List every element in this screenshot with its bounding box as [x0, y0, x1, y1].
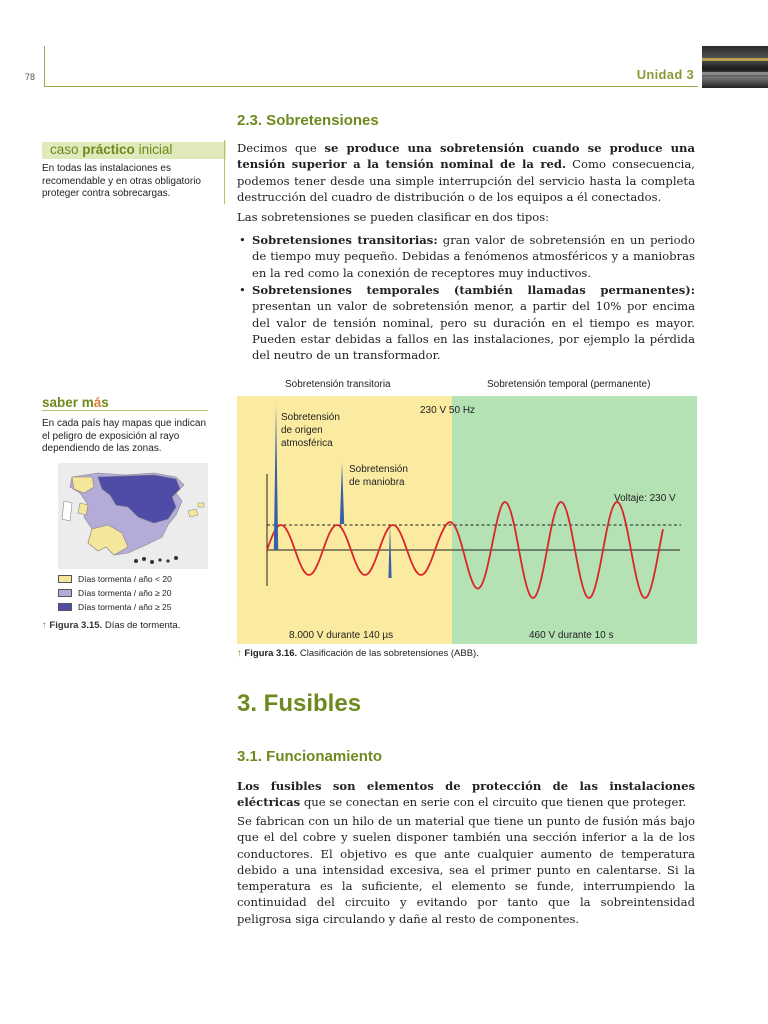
figure-3-16-caption: ↑ Figura 3.16. Clasificación de las sobretensiones (ABB).: [237, 648, 479, 659]
legend-swatch: [58, 589, 72, 597]
paragraph-fusibles-description: Se fabrican con un hilo de un material que tiene un punto de fusión más bajo que el del cobre y suelen disponer también una sección inferior a la de los conductores. El objetivo es que ante cualquier aumento de temperatura debido a una intensidad excesiva, sea el primer punto en calentarse. Si la temperatura es la suficiente, el elemento se funde, interrumpiendo la continuidad del circuito y evitando por tanto que la sobreintensidad peligrosa siga circulando y dañe al resto de componentes.: [237, 814, 695, 926]
saber-mas-rule: [42, 410, 208, 411]
label-transitoria: Sobretensión transitoria: [285, 379, 391, 390]
paragraph-classification: Las sobretensiones se pueden clasificar en dos tipos:: [237, 210, 550, 224]
bullet-dot: •: [239, 283, 246, 297]
paragraph-sobretension-definition: Decimos que se produce una sobretensión cuando se produce una tensión superior a la tensión nominal de la red. Como consecuencia, podemos tener desde una simple interrupción del servicio hasta la completa destrucción del cuadro de distribución o de los equipos a él conectados.: [237, 141, 695, 204]
label-frequency: 230 V 50 Hz: [420, 405, 476, 416]
paragraph-fusibles-definition: Los fusibles son elementos de protección de las instalaciones eléctricas que se conectan en serie con el circuito que tienen que proteger.: [237, 779, 695, 810]
section-heading-3: 3. Fusibles: [237, 690, 362, 717]
unit-label: Unidad 3: [636, 67, 694, 82]
header-rule: [44, 86, 698, 87]
legend-label: Días tormenta / año ≥ 20: [78, 588, 172, 598]
caso-practico-text: En todas las instalaciones es recomendable y en otras obligatorio proteger contra sobrecargas.: [42, 163, 201, 199]
section-heading-2-3: 2.3. Sobretensiones: [237, 112, 379, 129]
label-atmosferica-line2: de origen: [281, 425, 323, 436]
header-vertical-rule: [44, 46, 45, 86]
saber-mas-title: saber más: [42, 395, 109, 410]
saber-mas-text: En cada país hay mapas que indican el peligro de exposición al rayo dependiendo de las zonas.: [42, 418, 206, 454]
zone-transitoria: [237, 396, 452, 644]
legend-label: Días tormenta / año ≥ 25: [78, 602, 172, 612]
label-maniobra-line2: de maniobra: [349, 477, 405, 488]
overvoltage-diagram: [237, 374, 697, 646]
overvoltage-diagram-svg: [237, 374, 697, 646]
header-photo: [702, 46, 768, 88]
bullet-dot: •: [239, 233, 246, 247]
label-voltaje: Voltaje: 230 V: [614, 493, 676, 504]
section-heading-3-1: 3.1. Funcionamiento: [237, 748, 383, 765]
page-number: 78: [25, 72, 36, 82]
label-bottom-transitoria: 8.000 V durante 140 µs: [289, 630, 394, 641]
figure-3-15-caption: ↑ Figura 3.15. Días de tormenta.: [42, 620, 181, 631]
caso-practico-title: caso práctico inicial: [50, 142, 173, 157]
legend-swatch: [58, 603, 72, 611]
label-atmosferica-line3: atmosférica: [281, 438, 333, 449]
legend-swatch: [58, 575, 72, 583]
label-temporal: Sobretensión temporal (permanente): [487, 379, 651, 390]
legend-label: Días tormenta / año < 20: [78, 574, 172, 584]
label-maniobra-line1: Sobretensión: [349, 464, 408, 475]
spain-map-illustration: [58, 463, 208, 569]
storm-days-map: [58, 463, 208, 569]
label-bottom-temporal: 460 V durante 10 s: [529, 630, 614, 641]
label-atmosferica-line1: Sobretensión: [281, 412, 340, 423]
zone-temporal: [452, 396, 697, 644]
caso-practico-rule: [224, 140, 225, 204]
